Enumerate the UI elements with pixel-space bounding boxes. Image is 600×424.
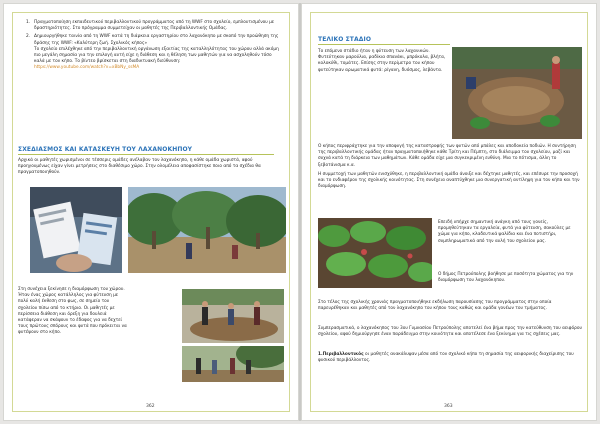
bold-term: 1.Περιβαλλοντικός	[318, 352, 364, 357]
section-heading: ΣΧΕΔΙΑΣΜΟΣ ΚΑΙ ΚΑΤΑΣΚΕΥΗ ΤΟΥ ΛΑΧΑΝΟΚΗΠΟΥ	[18, 146, 274, 155]
list-item: 2. Δημιουργήθηκε ταινία από τη WWF κατά τη διάρκεια εργαστηρίου στο λαχανόκηπο με σκοπό την προώθηση της δράσης της WWF: «Καλύτερη ζωή. Σχολικός κήπος»	[26, 34, 279, 46]
paragraph-municipality: Ο δήμος Πετρούπολης βοήθησε με ποσότητα χώματος για την διαμόρφωση του λαχανόκηπου.	[438, 272, 574, 284]
photo-digging	[182, 289, 284, 343]
paragraph-participation: Η συμμετοχή των μαθητών ενισχύθηκε, η περιβαλλοντική ομάδα άνοιξε και δέχτηκε μαθητές, και επέσυρε την προσοχή και το ενδιαφέρον της σχολικής κοινότητας. Στη συνέχεια αναπτύχθηκε μια συνεργατική αντίληψη για τον κήπο και την διαμόρφωση.	[318, 172, 580, 190]
left-page	[3, 3, 299, 421]
photo-schoolyard	[128, 187, 286, 273]
page-number: 362	[146, 404, 155, 409]
photo-vegetables	[318, 218, 432, 288]
photo-planting	[452, 47, 582, 139]
numbered-list	[26, 20, 282, 72]
photo-students-plans	[30, 187, 122, 273]
paragraph-conclusion: Συμπερασματικά, ο λαχανόκηπος του 3ου Γυμνασίου Πετρούπολης αποτελεί ένα βήμα προς την κατεύθυνση του αειφόρου σχολείου, αφού δημιούργησε έναν παράδειγμα στην κοινότητα και αποτέλεσε ένα ξεκίνημα για τις σχέσεις μας.	[318, 326, 582, 338]
section-heading: ΤΕΛΙΚΟ ΣΤΑΔΙΟ	[318, 36, 450, 45]
paragraph-environmental: 1.Περιβαλλοντικός οι μαθητές ανακάλυψαν μέσα από τον σχολικό κήπο τη σημασία της αειφορικής διαχείρισης του φυσικού περιβάλλοντος.	[318, 352, 574, 364]
list-continuation: Το σχολείο επιλέχθηκε από την περιβαλλοντική οργάνωση εξαιτίας της καταλληλότητας του χώρου αλλά ακόμη πιο μεγάλη σημασία για την επιλογή αυτή είχε η διάθεση και η θέληση των μαθητών για να ασχοληθούν τόσο καλά με τον κήπο. Το βίντεο βρίσκεται στη διαδικτυακή διεύθυνση:	[34, 46, 279, 65]
paragraph-planting: Το επόμενο στάδιο ήταν η φύτευση των λαχανικών. Φυτεύτηκαν μαρούλια, ραδίκια σπανάκι, μπρόκολα, βλήτα, κολοκύθι, τομάτες. Επίσης στην περίμετρο του κήπου φυτεύτηκαν αρωματικά φυτά: ρίγανη, δυόσμος, λεβάντα.	[318, 49, 446, 73]
paragraph-parents: Επειδή υπήρχε σημαντική ανάγκη από τους γονείς, προμηθεύτηκαν τα εργαλεία, φυτά για φύτευση, σακούλες με χώμα για κήπο, κλαδευτικά ψαλίδια και ένα ποτιστήρι, συμπληρωματικά από την αυλή του σχολείου μας.	[438, 220, 571, 244]
paragraph-event: Στο τέλος της σχολικής χρονιάς πραγματοποιήθηκε εκδήλωση παρουσίασης του προγράμματος στην οποία παρευρέθηκαν και μαθητές από τον λαχανόκηπο του κήπου τους καθώς και ομάδα γονέων του τμήματος.	[318, 300, 552, 312]
video-link[interactable]: https://www.youtube.com/watch?v=xBbNy_ssMA	[34, 65, 140, 71]
right-page	[301, 3, 597, 421]
page-number: 363	[444, 404, 453, 409]
photo-group	[182, 346, 284, 382]
list-item: 1. Πραγματοποίηση εκπαιδευτικού περιβαλλοντικού προγράμματος από τη WWF στο σχολείο, εμπλουτισμένου με δραστηριότητες. Στο πρόγραμμα συμμετείχαν οι μαθητές της Περιβαλλοντικής Ομάδας.	[26, 20, 275, 32]
intro-paragraph: Αρχικά οι μαθητές χωρισμένοι σε τέσσερις ομάδες ανέλαβαν τον λαχανόκηπο, η κάθε ομάδα χωριστά, αφού προηγουμένως είχαν γίνει μετρήσεις στο διαθέσιμο χώρο. Στην ολομέλεια αποφασίστηκε ποιο από τα σχέδια θα πραγματοποιηθούν.	[18, 158, 261, 176]
paragraph-fence: Ο κήπος περιφράχτηκε για την αποφυγή της καταστροφής των φυτών από μπάλες και αποδοκεία ποδιών. Η συντήρηση της περιβαλλοντικής ομάδας ήταν πραγματοποιήθηκε κάθε Τρίτη και Πέμπτη, στο διάλειμμα του σχολείου, μαζί και συχνά κατά τη διάρκεια των μαθημάτων. Κάθε ομάδα είχε μια συγκεκριμένη ευθύνη. Μια το πότισμα, άλλη το ξεβοτάνισμα κ.α.	[318, 144, 576, 168]
book-spread	[3, 3, 597, 421]
bottom-paragraph: Στη συνέχεια ξεκίνησε η διαμόρφωση του χώρου. Ήταν ένας χώρος κατάλληλος για φύτευση με πολύ καλή έκθεση στο φως, σε σημείο του σχολείου πίσω από το κτήριο. Οι μαθητές με περίσσεια διάθεση και όρεξη για δουλειά κατάφεραν να σκάψουν το έδαφος για να δεχτεί τους πρώτους σπόρους και φυτά που πρόκειται να φυτέψουν στο κήπο.	[18, 287, 127, 336]
